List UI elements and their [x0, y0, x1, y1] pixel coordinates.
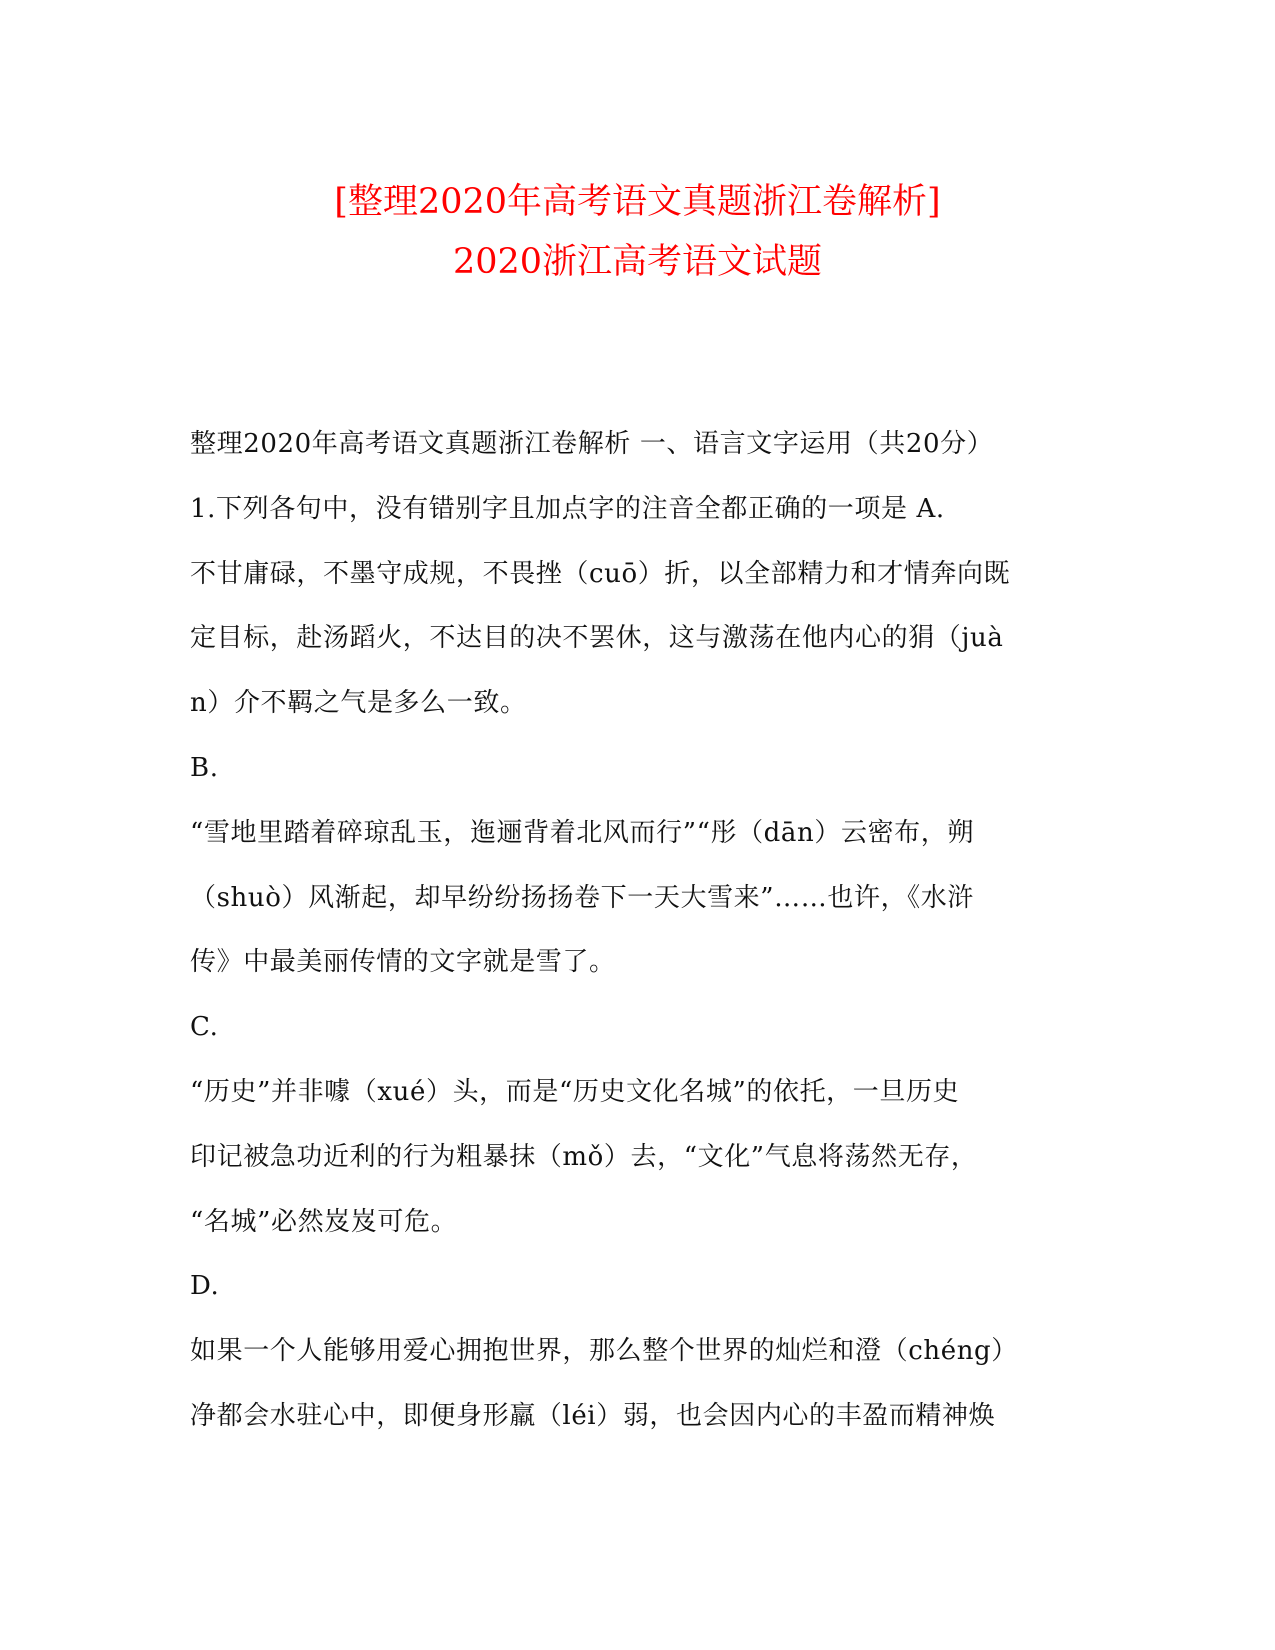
- text-line: C.: [190, 1012, 219, 1043]
- document-subtitle: 2020浙江高考语文试题: [452, 242, 823, 282]
- text-line: （shuò）风渐起，却早纷纷扬扬卷下一天大雪来”……也许，《水浒: [190, 882, 974, 913]
- text-line: 如果一个人能够用爱心拥抱世界，那么整个世界的灿烂和澄（chéng）: [190, 1336, 1018, 1367]
- text-line: 整理2020年高考语文真题浙江卷解析 一、语言文字运用（共20分）: [190, 429, 994, 459]
- document-title: [整理2020年高考语文真题浙江卷解析]: [334, 182, 941, 222]
- body-text: [190, 412, 1090, 1449]
- text-line: 定目标，赴汤蹈火，不达目的决不罢休，这与激荡在他内心的狷（juà: [190, 623, 1004, 654]
- title-block: [0, 172, 1275, 292]
- text-line: 1.下列各句中，没有错别字且加点字的注音全都正确的一项是 A.: [190, 493, 945, 524]
- text-line: 净都会水驻心中，即便身形羸（léi）弱，也会因内心的丰盈而精神焕: [190, 1400, 996, 1431]
- text-line: B.: [190, 752, 219, 783]
- text-line: 传》中最美丽传情的文字就是雪了。: [190, 947, 616, 978]
- text-line: “历史”并非噱（xué）头，而是“历史文化名城”的依托，一旦历史: [190, 1076, 960, 1107]
- text-line: “雪地里踏着碎琼乱玉，迤逦背着北风而行”“彤（dān）云密布，朔: [190, 817, 974, 848]
- text-line: D.: [190, 1271, 220, 1302]
- text-line: 印记被急功近利的行为粗暴抹（mǒ）去，“文化”气息将荡然无存，: [190, 1141, 978, 1172]
- text-line: “名城”必然岌岌可危。: [190, 1206, 458, 1237]
- text-line: 不甘庸碌，不墨守成规，不畏挫（cuō）折，以全部精力和才情奔向既: [190, 558, 1011, 589]
- text-line: n）介不羁之气是多么一致。: [190, 688, 527, 719]
